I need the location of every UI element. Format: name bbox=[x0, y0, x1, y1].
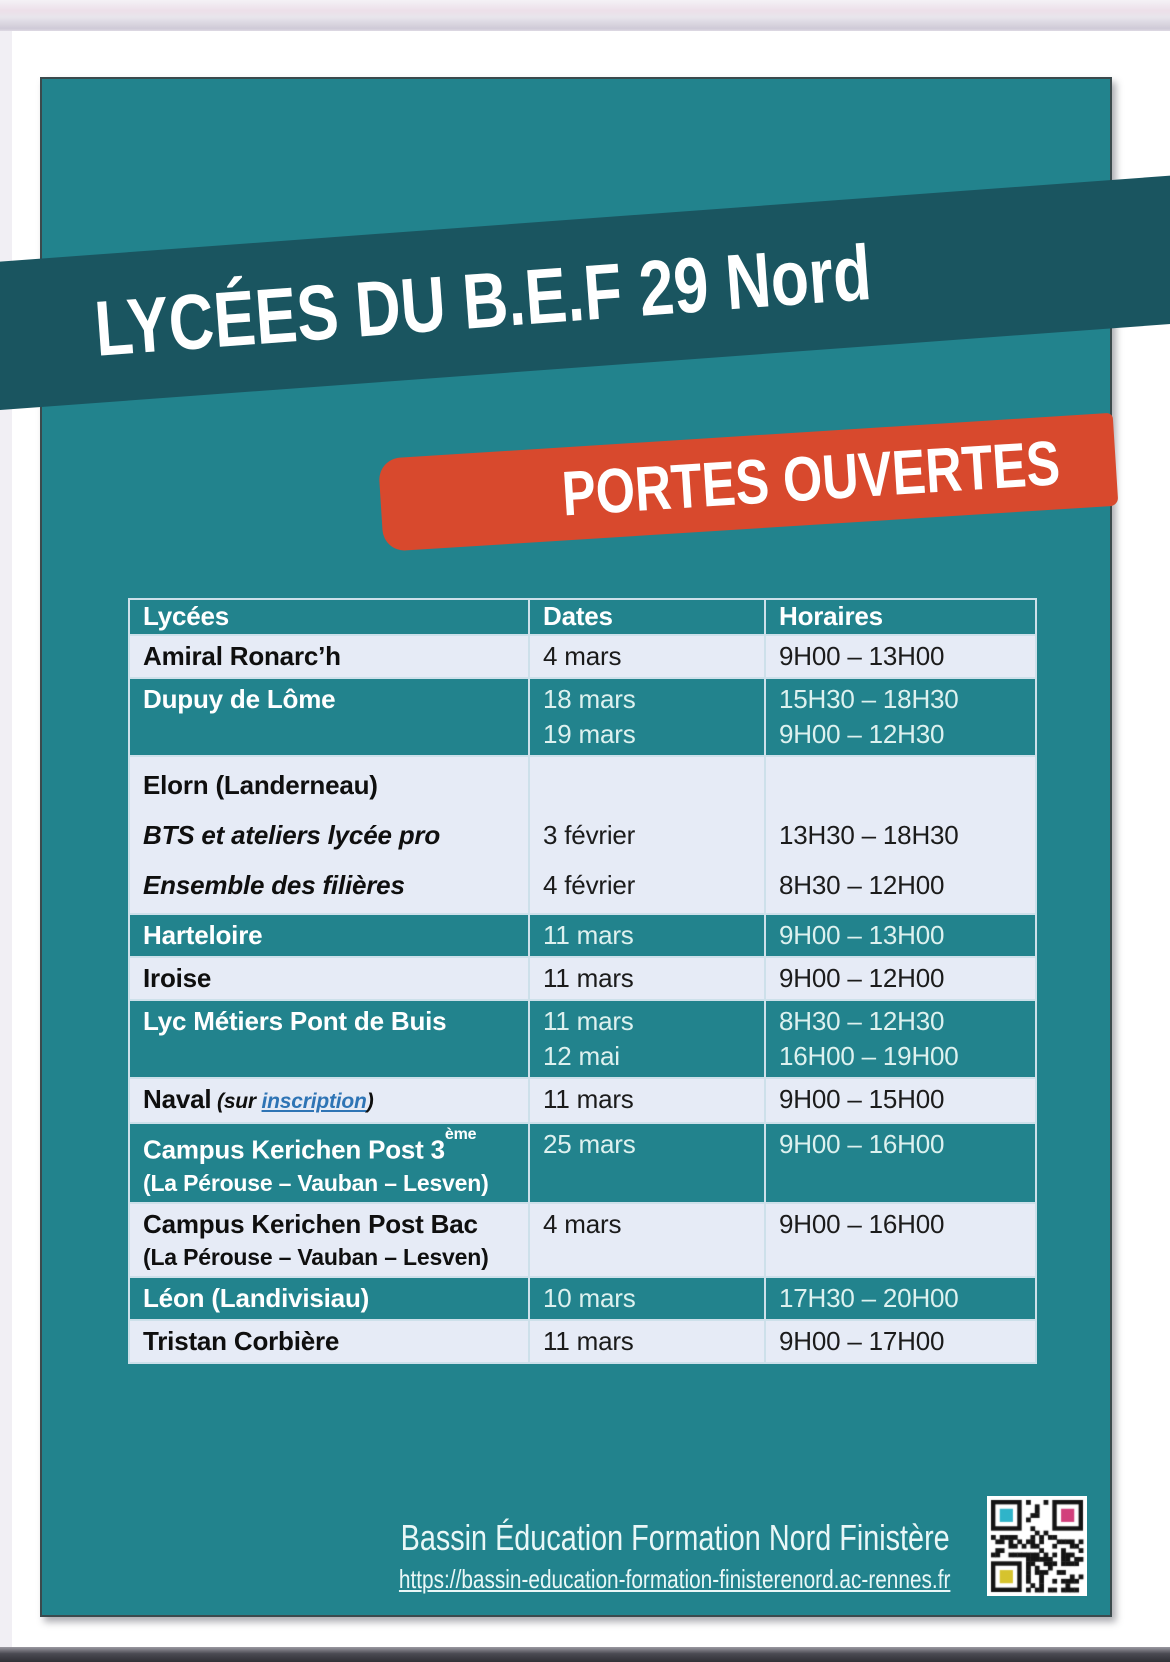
lycee-cell: Naval (sur inscription) bbox=[129, 1078, 529, 1123]
schedule-table-body bbox=[129, 635, 1036, 1363]
horaires-cell: 9H00 – 12H00 bbox=[765, 957, 1036, 1000]
table-row bbox=[129, 756, 1036, 914]
dates-cell: 11 mars bbox=[529, 957, 765, 1000]
horaires-cell: 8H30 – 12H30 16H00 – 19H00 bbox=[765, 1000, 1036, 1078]
lycee-cell: Léon (Landivisiau) bbox=[129, 1277, 529, 1320]
dates-cell: 11 mars bbox=[529, 1078, 765, 1123]
dates-cell: 11 mars 12 mai bbox=[529, 1000, 765, 1078]
column-header: Dates bbox=[529, 599, 765, 635]
table-row bbox=[129, 1123, 1036, 1203]
dates-cell: 3 février 4 février bbox=[529, 756, 765, 914]
footer bbox=[290, 1516, 1060, 1596]
dates-cell: 11 mars bbox=[529, 914, 765, 957]
dates-cell: 11 mars bbox=[529, 1320, 765, 1363]
horaires-cell: 9H00 – 16H00 bbox=[765, 1123, 1036, 1203]
horaires-cell: 9H00 – 13H00 bbox=[765, 914, 1036, 957]
footer-url-link[interactable]: https://bassin-education-formation-finisterenord.ac-rennes.fr bbox=[399, 1564, 951, 1594]
photo-bottom-edge bbox=[0, 1647, 1170, 1662]
page-title: LYCÉES DU B.E.F 29 Nord bbox=[91, 227, 874, 373]
dates-cell: 18 mars 19 mars bbox=[529, 678, 765, 756]
horaires-cell: 9H00 – 13H00 bbox=[765, 635, 1036, 678]
photo-top-edge bbox=[0, 0, 1170, 31]
table-row bbox=[129, 957, 1036, 1000]
horaires-cell: 13H30 – 18H30 8H30 – 12H00 bbox=[765, 756, 1036, 914]
horaires-cell: 9H00 – 16H00 bbox=[765, 1203, 1036, 1277]
lycee-cell: Campus Kerichen Post 3ème (La Pérouse – Vauban – Lesven) bbox=[129, 1123, 529, 1203]
table-row bbox=[129, 635, 1036, 678]
dates-cell: 4 mars bbox=[529, 1203, 765, 1277]
table-row bbox=[129, 1000, 1036, 1078]
table-row bbox=[129, 914, 1036, 957]
inscription-link[interactable]: inscription bbox=[261, 1090, 367, 1113]
footer-url bbox=[290, 1562, 1060, 1596]
dates-cell: 4 mars bbox=[529, 635, 765, 678]
lycee-cell: Harteloire bbox=[129, 914, 529, 957]
footer-org-name: Bassin Éducation Formation Nord Finistère bbox=[400, 1517, 950, 1558]
table-row bbox=[129, 1277, 1036, 1320]
horaires-cell: 15H30 – 18H30 9H00 – 12H30 bbox=[765, 678, 1036, 756]
table-row bbox=[129, 678, 1036, 756]
column-header: Lycées bbox=[129, 599, 529, 635]
lycee-cell: Dupuy de Lôme bbox=[129, 678, 529, 756]
table-row bbox=[129, 1203, 1036, 1277]
open-days-table bbox=[128, 598, 1037, 1364]
lycee-cell: Amiral Ronarc’h bbox=[129, 635, 529, 678]
dates-cell: 25 mars bbox=[529, 1123, 765, 1203]
table-row bbox=[129, 1078, 1036, 1123]
lycee-cell: Elorn (Landerneau) BTS et ateliers lycée pro Ensemble des filières bbox=[129, 756, 529, 914]
banner-label: PORTES OUVERTES bbox=[559, 427, 1062, 529]
lycee-cell: Campus Kerichen Post Bac (La Pérouse – Vauban – Lesven) bbox=[129, 1203, 529, 1277]
table-row bbox=[129, 1320, 1036, 1363]
qr-code bbox=[987, 1496, 1087, 1596]
table-header-row bbox=[129, 599, 1036, 635]
lycee-cell: Lyc Métiers Pont de Buis bbox=[129, 1000, 529, 1078]
horaires-cell: 9H00 – 15H00 bbox=[765, 1078, 1036, 1123]
lycee-cell: Tristan Corbière bbox=[129, 1320, 529, 1363]
table-header bbox=[129, 599, 1036, 635]
dates-cell: 10 mars bbox=[529, 1277, 765, 1320]
column-header: Horaires bbox=[765, 599, 1036, 635]
horaires-cell: 17H30 – 20H00 bbox=[765, 1277, 1036, 1320]
horaires-cell: 9H00 – 17H00 bbox=[765, 1320, 1036, 1363]
lycee-cell: Iroise bbox=[129, 957, 529, 1000]
